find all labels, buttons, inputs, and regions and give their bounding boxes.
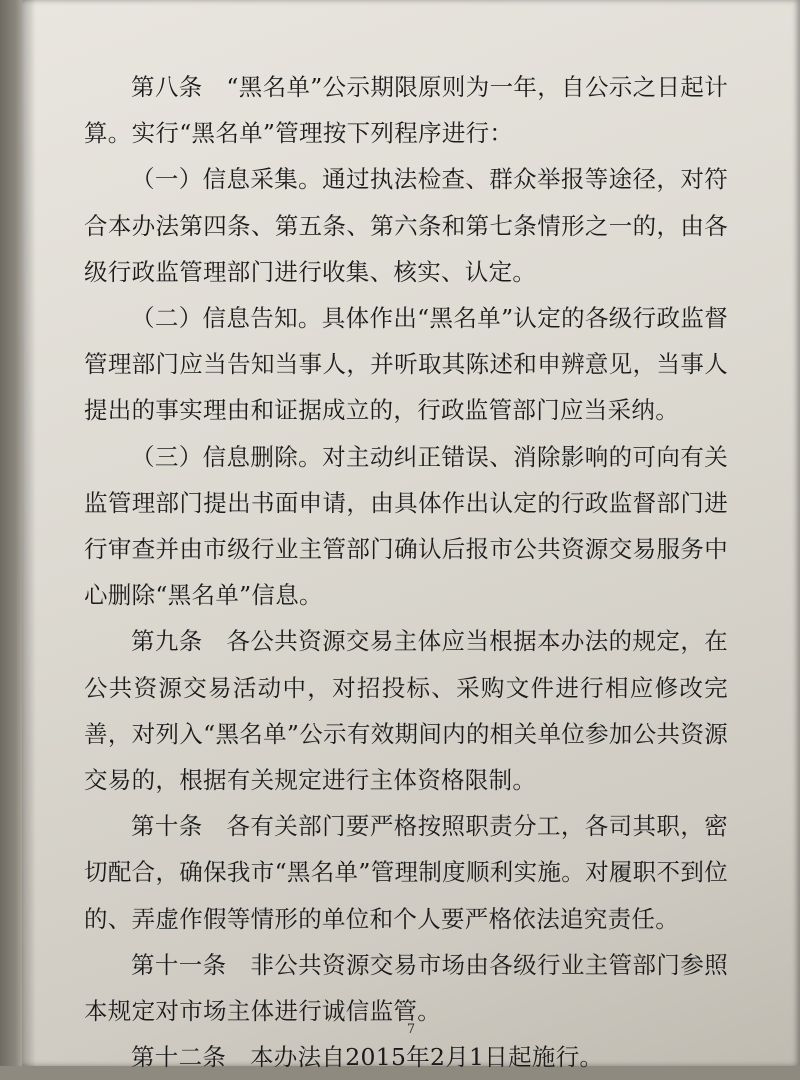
table-background	[0, 0, 22, 1066]
paragraph-article-8: 第八条 “黑名单”公示期限原则为一年，自公示之日起计算。实行“黑名单”管理按下列程序进行：	[84, 73, 728, 148]
paragraph-article-11: 第十一条 非公共资源交易市场由各级行业主管部门参照本规定对市场主体进行诚信监管。	[84, 950, 728, 1026]
page-fold-shadow	[22, 0, 36, 1066]
paragraph-info-notification: （二）信息告知。具体作出“黑名单”认定的各级行政监督管理部门应当告知当事人，并听取其陈述和申辨意见，当事人提出的事实理由和证据成立的，行政监管部门应当采纳。	[84, 304, 728, 425]
paragraph-article-10: 第十条 各有关部门要严格按照职责分工，各司其职，密切配合，确保我市“黑名单”管理制度顺利实施。对履职不到位的、弄虚作假等情形的单位和个人要严格依法追究责任。	[84, 812, 728, 933]
document-page	[22, 0, 800, 1072]
document-body	[84, 64, 728, 1080]
paragraph-article-12: 第十二条 本办法自2015年2月1日起施行。	[131, 1043, 604, 1072]
paragraph-info-deletion: （三）信息删除。对主动纠正错误、消除影响的可向有关监管理部门提出书面申请，由具体作出认定的行政监督部门进行审查并由市级行业主管部门确认后报市公共资源交易服务中心删除“黑名单”信息。	[84, 442, 728, 610]
page-number: 7	[406, 1022, 416, 1037]
paragraph-article-9: 第九条 各公共资源交易主体应当根据本办法的规定，在公共资源交易活动中，对招投标、采购文件进行相应修改完善，对列入“黑名单”公示有效期间内的相关单位参加公共资源交易的，根据有关规定进行主体资格限制。	[84, 627, 728, 795]
paragraph-info-collection: （一）信息采集。通过执法检查、群众举报等途径，对符合本办法第四条、第五条、第六条和第七条情形之一的，由各级行政监管理部门进行收集、核实、认定。	[84, 165, 728, 286]
